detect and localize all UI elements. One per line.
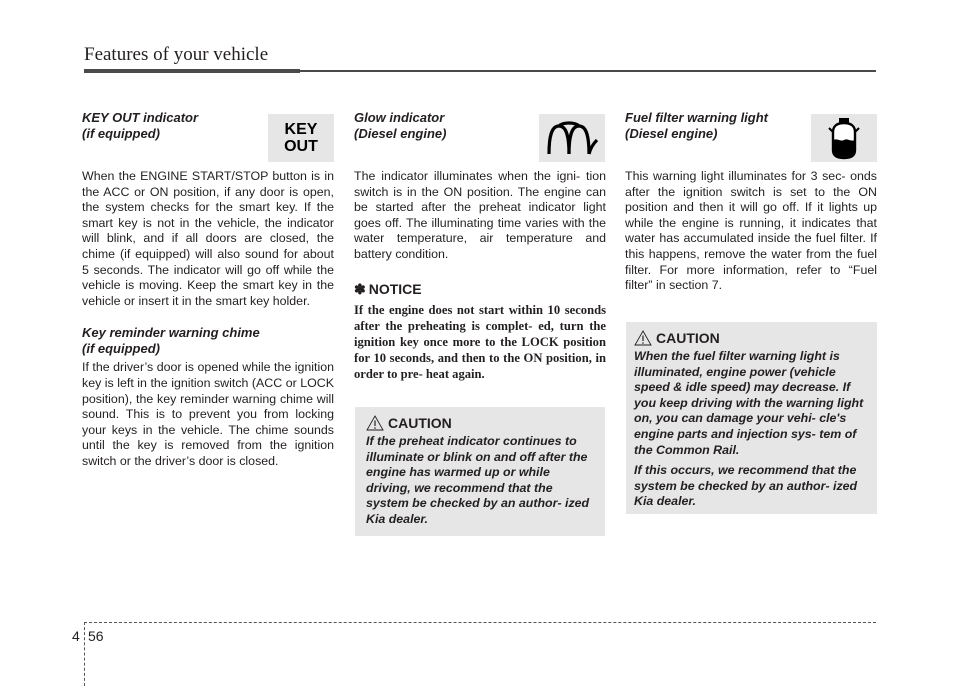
key-out-icon-line2: OUT (284, 138, 318, 155)
notice-title-text: NOTICE (368, 281, 422, 298)
warning-triangle-icon (634, 330, 652, 346)
key-reminder-subheading: (if equipped) (82, 341, 160, 357)
glow-caution-title (366, 415, 596, 431)
glow-caution-body: If the preheat indicator continues to illuminate or blink on and off after the engine has warmed up or while driving, we recommend that the system be checked by an author- ized Kia dealer. (366, 434, 590, 526)
chapter-number: 4 (72, 628, 80, 644)
fuel-caution-body-2: If this occurs, we recommend that the system be checked by an author- ized Kia dealer. (634, 463, 858, 509)
fuel-filter-caution-box (626, 322, 877, 514)
key-reminder-heading: Key reminder warning chime (82, 325, 260, 341)
key-out-icon (268, 114, 334, 162)
fuel-caution-body-1: When the fuel filter warning light is illuminated, engine power (vehicle speed & idle speed) may decrease. If you keep driving with the warning light on, you can damage your vehi- cle's engine parts and injection sys- tem of the Common Rail. (634, 349, 864, 457)
header-rule-thin (300, 70, 876, 72)
glow-caution-title-text: CAUTION (388, 415, 452, 431)
footer-divider (84, 622, 85, 686)
fuel-filter-body: This warning light illuminates for 3 sec- onds after the ignition switch is set to the ON position and then it will go off. If it lights up while the engine is running, it indicates that water has accumulated inside the fuel filter. If this happens, remove the water from the fuel filter. For more information, refer to “Fuel filter” in section 7. (625, 169, 877, 293)
page-header-title: Features of your vehicle (84, 44, 269, 65)
page-number: 56 (88, 628, 104, 644)
key-out-subheading: (if equipped) (82, 126, 160, 141)
fuel-filter-icon (811, 114, 877, 162)
glow-caution-box (355, 407, 605, 536)
fuel-caution-title-text: CAUTION (656, 330, 720, 346)
notice-star-icon: ✽ (354, 280, 366, 297)
fuel-caution-title (634, 330, 868, 346)
glow-heading: Glow indicator (354, 110, 445, 125)
notice-body: If the engine does not start within 10 seconds after the preheating is complet- ed, turn the ignition key once more to the LOCK position for 10 seconds, and then to the ON position, in order to pre- heat again. (354, 302, 606, 381)
header-rule-thick (84, 69, 300, 73)
glow-body: The indicator illuminates when the igni- tion switch is in the ON position. The engine can be started after the preheat indicator light goes off. The illuminating time varies with the water temperature, air temperature and battery condition. (354, 169, 606, 261)
fuel-filter-icon-box (811, 114, 877, 162)
key-out-body: When the ENGINE START/STOP button is in the ACC or ON position, if any door is open, the system checks for the smart key. If the smart key is not in the vehicle, the indicator will blink, and if all doors are closed, the chime (if equipped) will also sound for about 5 seconds. The indicator will go off while the vehicle is moving. Keep the smart key in the vehicle or insert it in the smart key holder. (82, 169, 334, 308)
glow-icon-box (539, 114, 605, 162)
warning-triangle-icon (366, 415, 384, 431)
fuel-filter-heading: Fuel filter warning light (625, 110, 768, 125)
column-key-out (82, 110, 334, 470)
glow-subheading: (Diesel engine) (354, 126, 447, 141)
key-out-icon-line1: KEY (284, 121, 318, 138)
fuel-filter-subheading: (Diesel engine) (625, 126, 718, 141)
key-reminder-body: If the driver’s door is opened while the ignition key is left in the ignition switch (ACC or LOCK position), the key reminder warning chime will sound. This is to prevent you from locking your keys in the vehicle. The chime sounds until the key is removed from the ignition switch or the driver’s door is closed. (82, 360, 334, 468)
glow-plug-icon (539, 114, 605, 162)
footer-rule (84, 622, 876, 623)
key-out-heading: KEY OUT indicator (82, 110, 199, 125)
notice-title (354, 281, 606, 298)
